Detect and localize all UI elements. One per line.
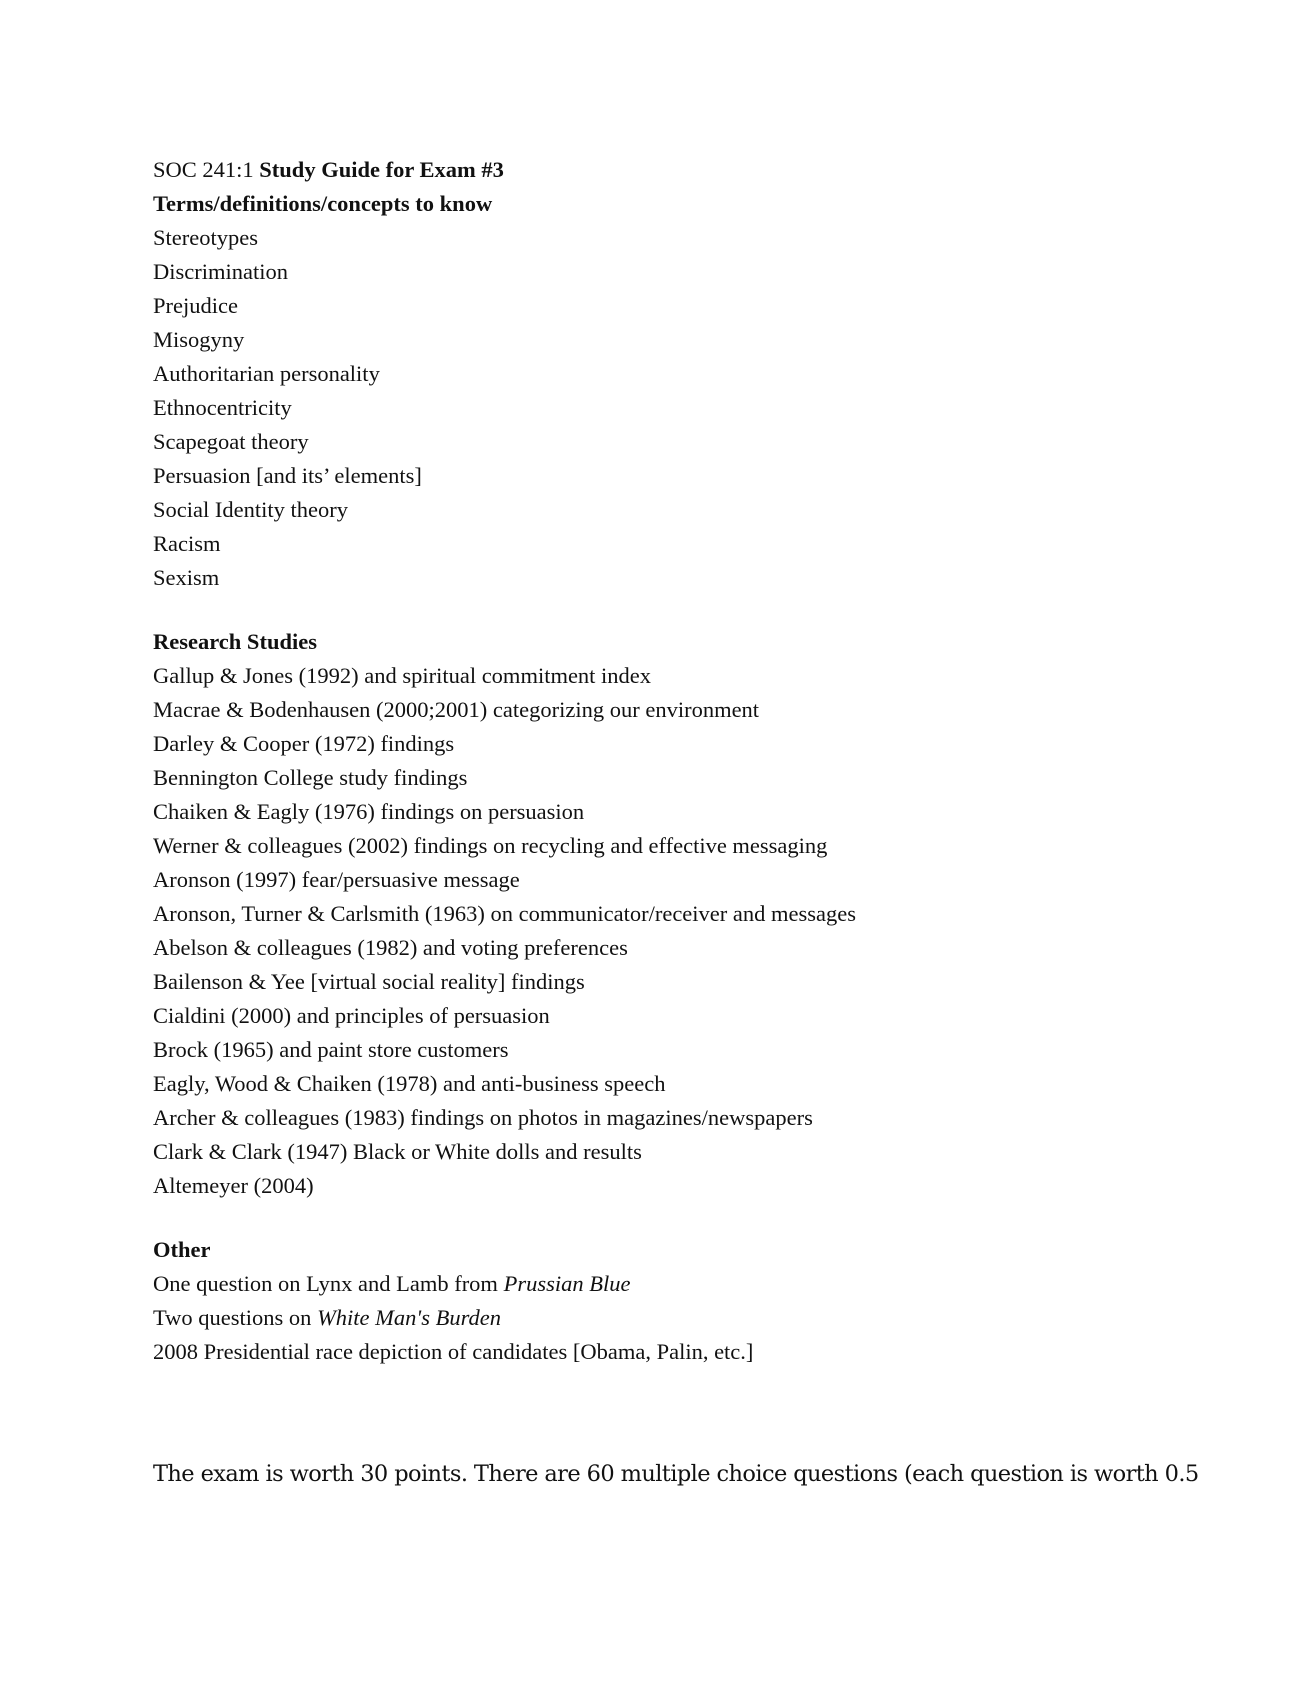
research-item: Darley & Cooper (1972) findings — [153, 731, 455, 756]
other-item — [153, 1301, 1203, 1335]
research-item: Werner & colleagues (2002) findings on recycling and effective messaging — [153, 833, 828, 858]
research-item: Cialdini (2000) and principles of persuasion — [153, 1003, 550, 1028]
term-item: Discrimination — [153, 259, 288, 284]
research-item: Clark & Clark (1947) Black or White dolls and results — [153, 1139, 642, 1164]
research-item: Altemeyer (2004) — [153, 1173, 314, 1198]
other-item-text: Two questions on — [153, 1305, 318, 1330]
research-item: Bailenson & Yee [virtual social reality] findings — [153, 969, 585, 994]
research-item: Bennington College study findings — [153, 765, 468, 790]
document-page — [153, 153, 1203, 1491]
term-item: Stereotypes — [153, 225, 258, 250]
research-heading: Research Studies — [153, 629, 317, 654]
term-item: Persuasion [and its’ elements] — [153, 463, 422, 488]
section-spacer — [153, 595, 1203, 625]
terms-heading: Terms/definitions/concepts to know — [153, 191, 493, 216]
term-item: Racism — [153, 531, 221, 556]
exam-info-text: The exam is worth 30 points. There are 60 multiple choice questions (each question is worth 0.5 — [153, 1461, 1199, 1487]
title-text: Study Guide for Exam #3 — [259, 157, 504, 182]
research-item: Chaiken & Eagly (1976) findings on persuasion — [153, 799, 585, 824]
other-list — [153, 1267, 1203, 1369]
course-code: SOC 241:1 — [153, 157, 254, 182]
term-item: Ethnocentricity — [153, 395, 292, 420]
other-item: 2008 Presidential race depiction of candidates [Obama, Palin, etc.] — [153, 1339, 754, 1364]
other-item — [153, 1267, 1203, 1301]
term-item: Sexism — [153, 565, 220, 590]
film-title: Prussian Blue — [503, 1271, 631, 1296]
term-item: Social Identity theory — [153, 497, 348, 522]
research-item: Archer & colleagues (1983) findings on photos in magazines/newspapers — [153, 1105, 813, 1130]
section-spacer — [153, 1203, 1203, 1233]
term-item: Prejudice — [153, 293, 238, 318]
term-item: Misogyny — [153, 327, 245, 352]
research-item: Aronson, Turner & Carlsmith (1963) on communicator/receiver and messages — [153, 901, 856, 926]
term-item: Scapegoat theory — [153, 429, 309, 454]
research-item: Aronson (1997) fear/persuasive message — [153, 867, 520, 892]
research-item: Abelson & colleagues (1982) and voting preferences — [153, 935, 628, 960]
term-item: Authoritarian personality — [153, 361, 380, 386]
terms-list — [153, 221, 1203, 595]
other-heading: Other — [153, 1237, 211, 1262]
research-item: Gallup & Jones (1992) and spiritual commitment index — [153, 663, 652, 688]
film-title: White Man's Burden — [317, 1305, 502, 1330]
research-list — [153, 659, 1203, 1203]
research-item: Eagly, Wood & Chaiken (1978) and anti-business speech — [153, 1071, 666, 1096]
other-item-text: One question on Lynx and Lamb from — [153, 1271, 504, 1296]
page-title — [153, 153, 1203, 187]
section-spacer — [153, 1369, 1203, 1457]
research-item: Brock (1965) and paint store customers — [153, 1037, 509, 1062]
research-item: Macrae & Bodenhausen (2000;2001) categorizing our environment — [153, 697, 760, 722]
